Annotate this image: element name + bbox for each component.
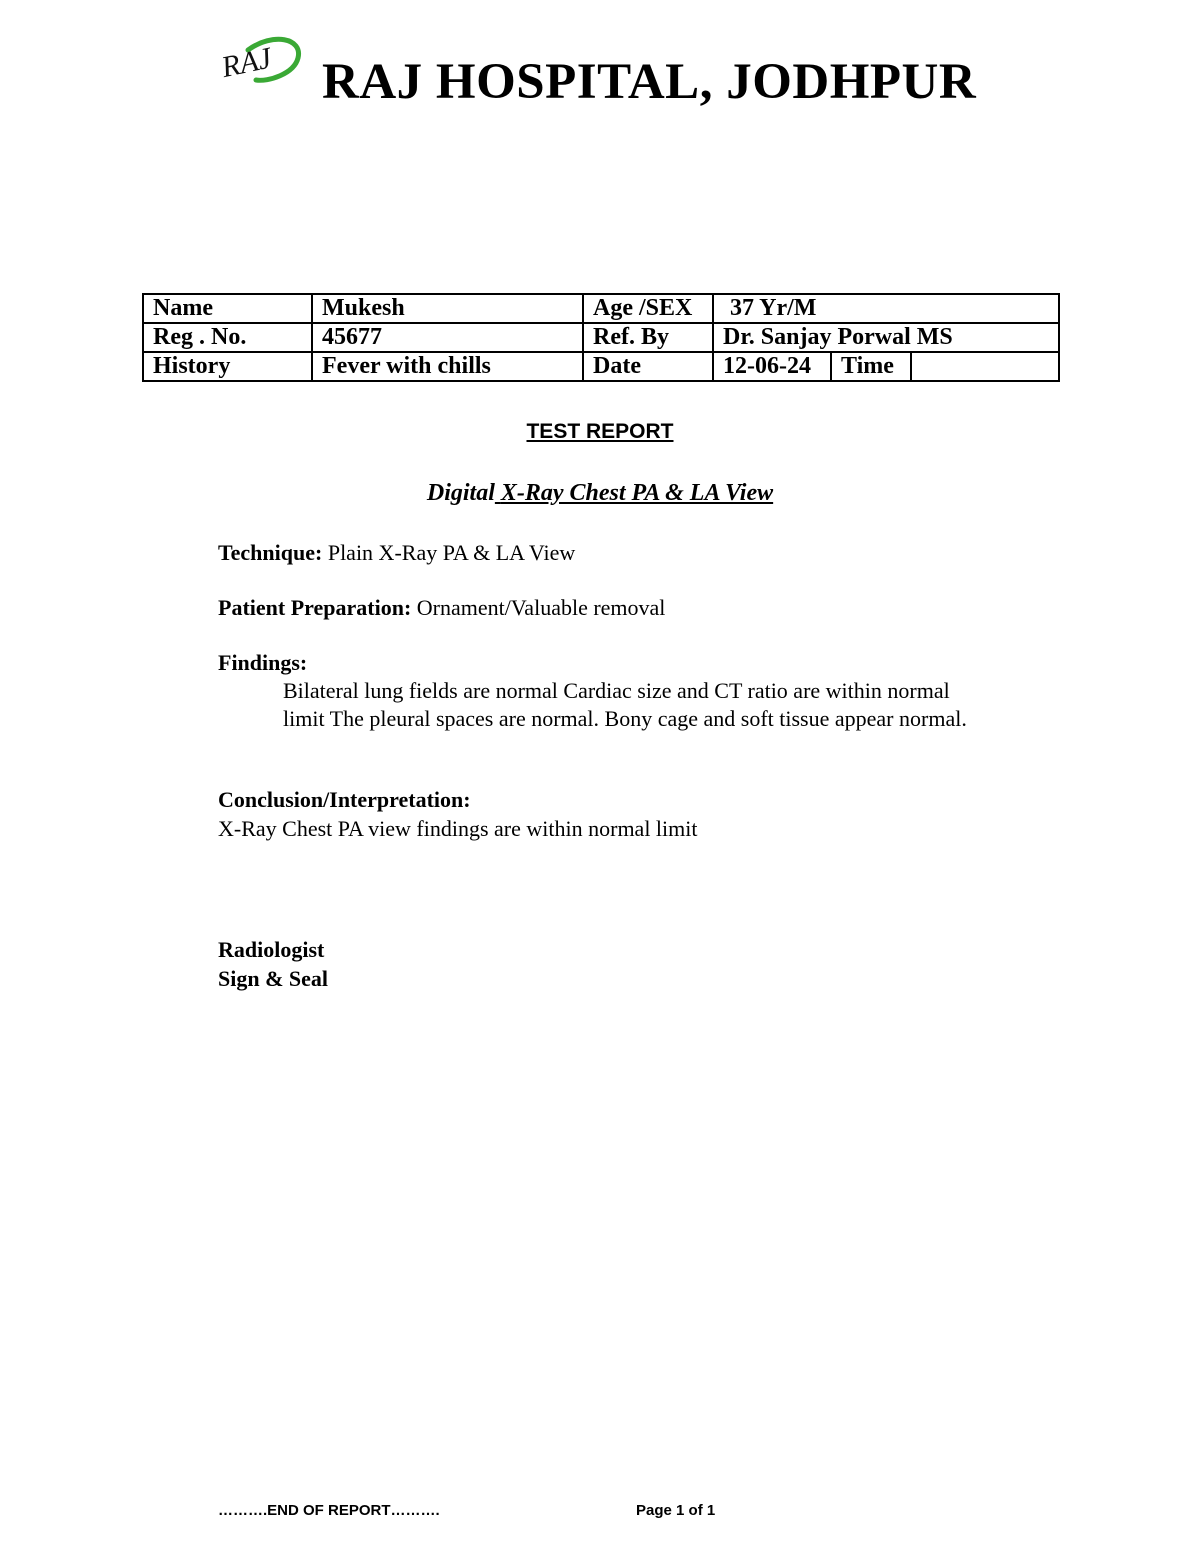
hospital-name: RAJ HOSPITAL, JODHPUR [322, 54, 977, 110]
hospital-logo [218, 30, 308, 100]
technique-line [218, 539, 575, 567]
reg-label: Reg . No. [143, 323, 312, 352]
preparation-label: Patient Preparation: [218, 595, 412, 620]
ref-label: Ref. By [583, 323, 713, 352]
findings-label: Findings: [218, 650, 308, 675]
page-number: Page 1 of 1 [636, 1502, 716, 1519]
date-label: Date [583, 352, 713, 381]
name-value: Mukesh [312, 294, 583, 323]
name-label: Name [143, 294, 312, 323]
conclusion-label: Conclusion/Interpretation: [218, 787, 471, 812]
age-sex-value: 37 Yr/M [713, 294, 1059, 323]
age-sex-label: Age /SEX [583, 294, 713, 323]
logo-text: RAJ [218, 41, 275, 85]
end-of-report: ……….END OF REPORT………. [218, 1502, 440, 1519]
table-row [143, 352, 1059, 381]
time-label: Time [831, 352, 911, 381]
conclusion-text: X-Ray Chest PA view findings are within normal limit [218, 816, 698, 841]
ref-value: Dr. Sanjay Porwal MS [713, 323, 1059, 352]
findings-text: Bilateral lung fields are normal Cardiac size and CT ratio are within normal limit The pleural spaces are normal. Bony cage and soft tissue appear normal. [283, 678, 967, 731]
time-value [911, 352, 1059, 381]
technique-value: Plain X-Ray PA & LA View [327, 540, 576, 565]
study-title [0, 480, 1200, 507]
table-row [143, 323, 1059, 352]
table-row [143, 294, 1059, 323]
report-heading: TEST REPORT [526, 420, 674, 443]
study-title-prefix: Digital [426, 480, 495, 506]
preparation-value: Ornament/Valuable removal [416, 595, 666, 620]
sign-seal-label: Sign & Seal [218, 966, 329, 991]
preparation-line [218, 594, 665, 622]
history-label: History [143, 352, 312, 381]
technique-label: Technique: [218, 540, 323, 565]
date-value: 12-06-24 [713, 352, 831, 381]
history-value: Fever with chills [312, 352, 583, 381]
reg-value: 45677 [312, 323, 583, 352]
patient-info-table [142, 293, 1060, 382]
study-title-main: X-Ray Chest PA & LA View [500, 480, 774, 506]
radiologist-label: Radiologist [218, 937, 325, 962]
